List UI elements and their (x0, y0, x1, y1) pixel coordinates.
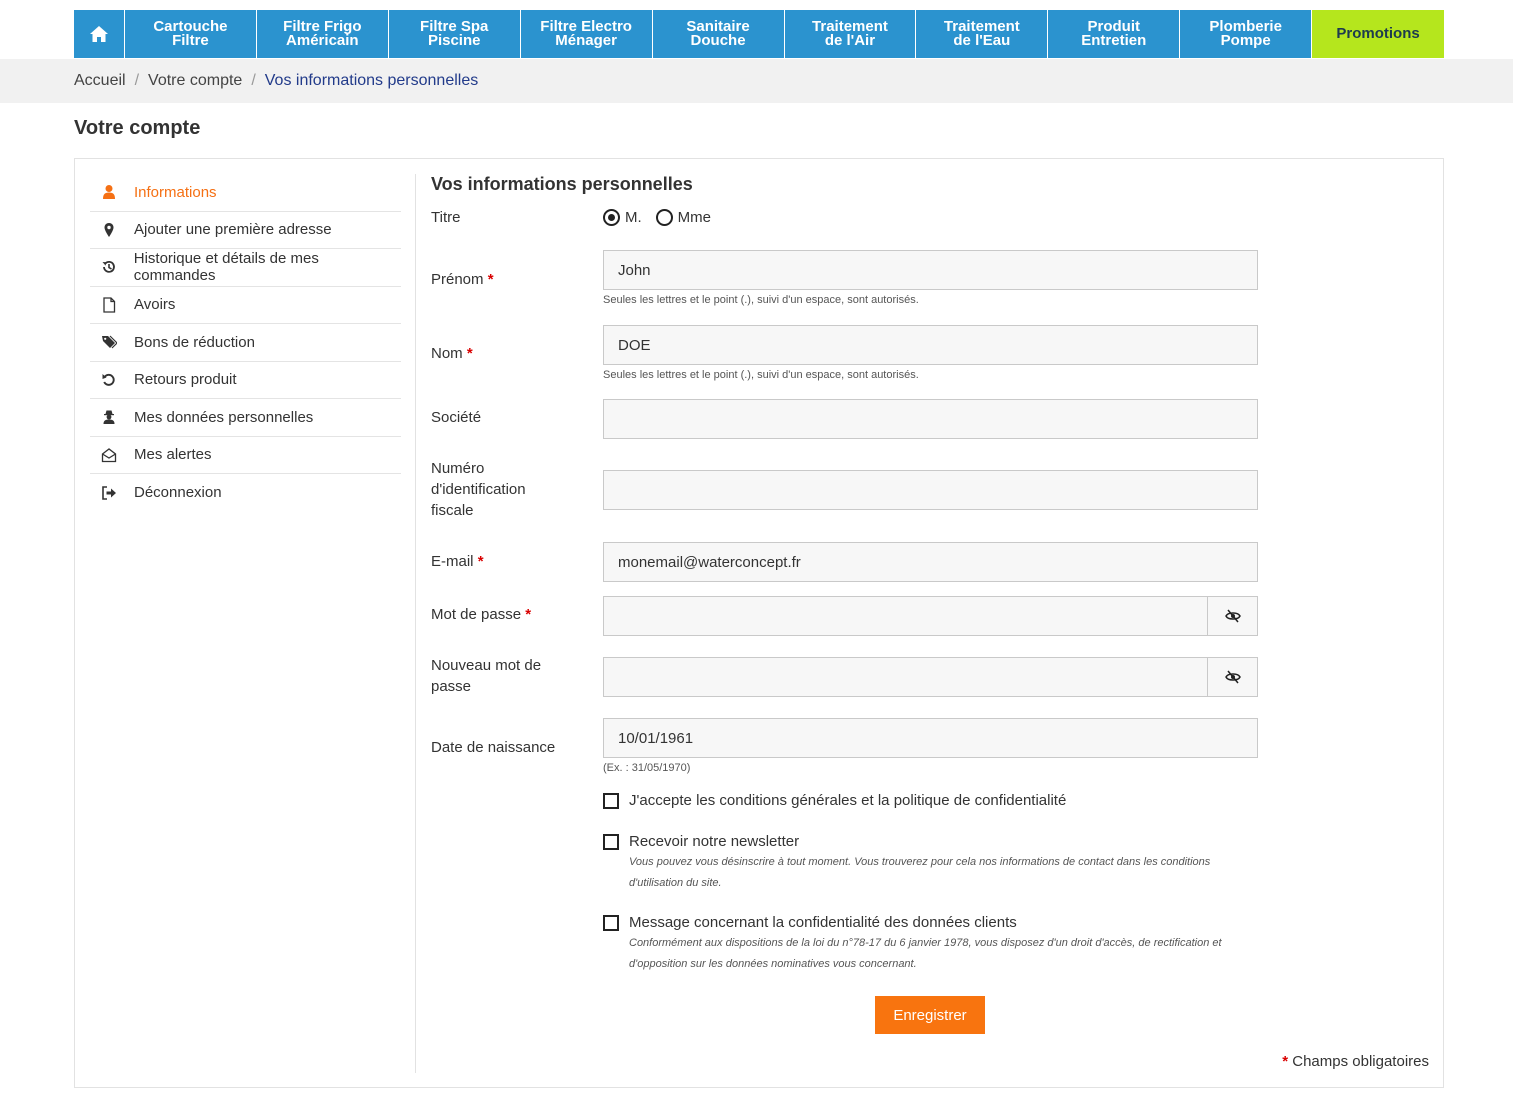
account-panel (74, 158, 1444, 1088)
form-title: Vos informations personnelles (431, 174, 693, 194)
nav-produit-entretien[interactable]: Produit Entretien (1048, 10, 1180, 58)
nav-promotions[interactable]: Promotions (1312, 10, 1444, 58)
main-navigation (74, 10, 1444, 58)
required-fields-note (1282, 1053, 1429, 1070)
lastname-hint: Seules les lettres et le point (.), suivi d'un espace, sont autorisés. (603, 369, 919, 381)
sidebar-item-returns[interactable] (90, 362, 401, 400)
newsletter-checkbox-text (629, 833, 1249, 894)
radio-mme-label[interactable]: Mme (677, 209, 712, 226)
required-asterisk: * (466, 345, 473, 362)
sidebar-item-personal-data[interactable] (90, 399, 401, 437)
eye-slash-icon (1225, 609, 1241, 623)
sidebar-item-label: Ajouter une première adresse (134, 221, 332, 239)
file-icon (100, 296, 118, 314)
nav-home[interactable] (74, 10, 125, 58)
history-icon (100, 258, 118, 276)
breadcrumb-votre-compte[interactable]: Votre compte (148, 72, 243, 89)
privacy-checkbox[interactable] (603, 915, 619, 931)
breadcrumb-current: Vos informations personnelles (264, 72, 479, 89)
breadcrumb (74, 59, 478, 103)
birthday-input[interactable]: 10/01/1961 (603, 718, 1258, 758)
terms-checkbox-row (603, 792, 1066, 809)
sidebar-item-avoirs[interactable] (90, 287, 401, 325)
breadcrumb-bar (0, 59, 1513, 103)
terms-checkbox-text (629, 792, 1066, 809)
birthday-hint: (Ex. : 31/05/1970) (603, 762, 691, 774)
radio-m[interactable] (603, 209, 620, 226)
sidebar-item-add-address[interactable] (90, 212, 401, 250)
column-divider (415, 174, 416, 1073)
password-label-text: Mot de passe (431, 606, 522, 623)
show-new-password-button[interactable] (1207, 657, 1258, 697)
nav-filtre-spa-piscine[interactable]: Filtre Spa Piscine (389, 10, 521, 58)
page-title: Votre compte (74, 117, 201, 139)
lastname-label-text: Nom (431, 345, 463, 362)
birthday-label: Date de naissance (431, 739, 556, 756)
password-label (431, 604, 531, 625)
titre-label: Titre (431, 209, 461, 226)
privacy-checkbox-row (603, 914, 1249, 975)
newsletter-checkbox-label[interactable]: Recevoir notre newsletter (629, 833, 800, 850)
save-button[interactable]: Enregistrer (875, 996, 985, 1034)
required-asterisk: * (525, 606, 532, 623)
map-marker-icon (100, 221, 118, 239)
lastname-label (431, 343, 473, 364)
nav-filtre-frigo-americain[interactable]: Filtre Frigo Américain (257, 10, 389, 58)
firstname-label (431, 269, 494, 290)
firstname-label-text: Prénom (431, 271, 484, 288)
undo-icon (100, 371, 118, 389)
breadcrumb-separator: / (251, 72, 256, 89)
radio-mme[interactable] (656, 209, 673, 226)
new-password-label: Nouveau mot de passe (431, 657, 542, 695)
nav-cartouche-filtre[interactable]: Cartouche Filtre (125, 10, 257, 58)
privacy-checkbox-label[interactable]: Message concernant la confidentialité des données clients (629, 914, 1017, 931)
email-input[interactable]: monemail@waterconcept.fr (603, 542, 1258, 582)
sidebar-item-logout[interactable] (90, 474, 401, 512)
envelope-open-icon (100, 446, 118, 464)
sidebar-item-informations[interactable] (90, 174, 401, 212)
required-asterisk: * (487, 271, 494, 288)
required-asterisk: * (477, 553, 484, 570)
terms-checkbox[interactable] (603, 793, 619, 809)
sidebar-item-vouchers[interactable] (90, 324, 401, 362)
password-input[interactable] (603, 596, 1208, 636)
sidebar-item-order-history[interactable] (90, 249, 401, 287)
sidebar-item-label: Retours produit (134, 371, 237, 389)
breadcrumb-accueil[interactable]: Accueil (74, 72, 126, 89)
radio-m-label[interactable]: M. (625, 209, 642, 226)
terms-checkbox-label[interactable]: J'accepte les conditions générales et la politique de confidentialité (629, 792, 1067, 809)
privacy-description: Conformément aux dispositions de la loi du n°78-17 du 6 janvier 1978, vous disposez d'un droit d'accès, de rectification et d'opposition sur les données nominatives vous concernant. (629, 937, 1222, 970)
company-label: Société (431, 409, 482, 426)
sidebar-item-label: Bons de réduction (134, 333, 255, 351)
nav-sanitaire-douche[interactable]: Sanitaire Douche (653, 10, 785, 58)
breadcrumb-separator: / (134, 72, 140, 89)
sidebar-item-label: Avoirs (134, 296, 176, 314)
tags-icon (100, 333, 118, 351)
sidebar-item-alerts[interactable] (90, 437, 401, 475)
firstname-hint: Seules les lettres et le point (.), suivi d'un espace, sont autorisés. (603, 294, 919, 306)
home-icon (89, 25, 109, 43)
titre-radio-group (603, 209, 725, 226)
company-input[interactable] (603, 399, 1258, 439)
sidebar-item-label: Historique et détails de mes commandes (133, 250, 319, 285)
sidebar-item-label: Déconnexion (134, 484, 222, 502)
newsletter-checkbox-row (603, 833, 1249, 894)
sign-out-icon (100, 484, 118, 502)
sidebar-item-label: Informations (134, 183, 217, 201)
email-label-text: E-mail (431, 553, 474, 570)
nav-filtre-electro-menager[interactable]: Filtre Electro Ménager (521, 10, 653, 58)
new-password-input[interactable] (603, 657, 1208, 697)
required-note-text: Champs obligatoires (1292, 1053, 1429, 1070)
user-secret-icon (100, 408, 118, 426)
nav-traitement-eau[interactable]: Traitement de l'Eau (916, 10, 1048, 58)
show-password-button[interactable] (1207, 596, 1258, 636)
tax-id-label: Numéro d'identification fiscale (431, 460, 526, 519)
sidebar-item-label: Mes alertes (134, 446, 212, 464)
user-icon (100, 183, 118, 201)
radio-selected-dot (608, 214, 615, 221)
newsletter-description: Vous pouvez vous désinscrire à tout moment. Vous trouverez pour cela nos informations de contact dans les conditions d'utilisation du site. (629, 856, 1211, 889)
lastname-input[interactable]: DOE (603, 325, 1258, 365)
email-label (431, 551, 484, 572)
tax-id-input[interactable] (603, 470, 1258, 510)
newsletter-checkbox[interactable] (603, 834, 619, 850)
nav-plomberie-pompe[interactable]: Plomberie Pompe (1180, 10, 1312, 58)
required-asterisk: * (1282, 1053, 1289, 1070)
sidebar-item-label: Mes données personnelles (134, 408, 314, 426)
privacy-checkbox-text (629, 914, 1249, 975)
eye-slash-icon (1225, 670, 1241, 684)
nav-traitement-air[interactable]: Traitement de l'Air (785, 10, 917, 58)
firstname-input[interactable]: John (603, 250, 1258, 290)
account-sidebar (90, 174, 401, 512)
